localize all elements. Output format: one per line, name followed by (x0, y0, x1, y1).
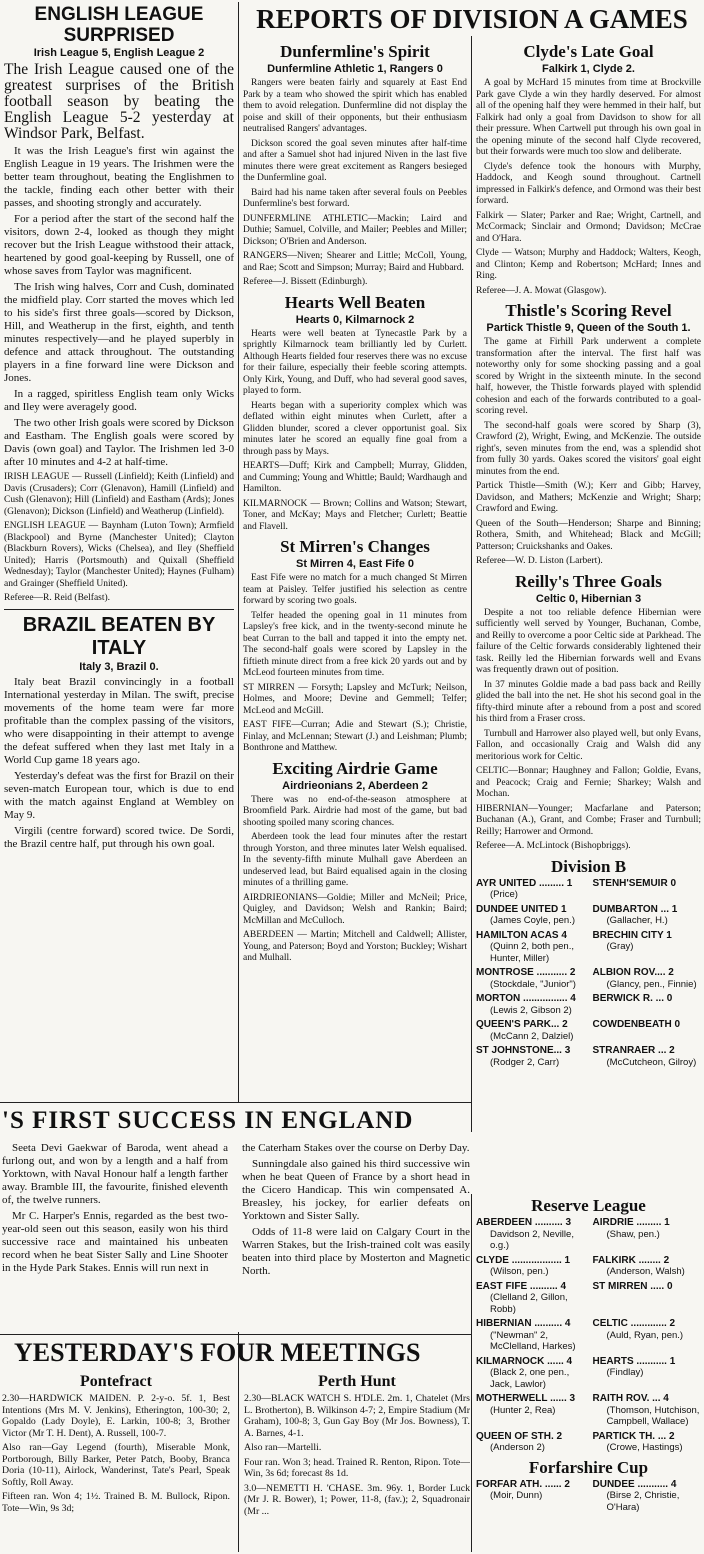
masthead-title: REPORTS OF DIVISION A GAMES (256, 4, 688, 34)
home-team: MONTROSE ........... 2 (476, 967, 576, 978)
result-row (476, 967, 701, 990)
article-paragraph: Sunningdale also gained his third successive win when he beat Queen of France by a short head in the Cicero Handicap. This win compensated A. Breasley, his jockey, for earlier defeats on Yorktown and Sister Sally. (242, 1158, 470, 1222)
reserve-league-heading: Reserve League (531, 1196, 646, 1215)
referee: Referee—W. D. Liston (Larbert). (476, 556, 603, 566)
article-paragraph: Odds of 11-8 were laid on Calgary Court in the Warren Stakes, but the Irish-trained colt was easily beaten into third place by Mosterton and Magnetic North. (242, 1226, 470, 1277)
column-middle (243, 38, 467, 1100)
team-lineup: ENGLISH LEAGUE — Baynham (Luton Town); Armfield (Blackpool) and Byrne (Manchester United); Clayton (Blackburn Rovers), Wicks (Chelsea), and Iley (Sheffield United); Harris (Portsmouth) and Quixall (Sheffield Wednesday); Taylor (Manchester United); Haynes (Fulham) and Grainger (Sheffield United). (4, 521, 234, 589)
race-result: 3.0—NEMETTI H. 'CHASE. 3m. 96y. 1, Border Luck (Mr J. R. Bower), 1; Power, 11-8, (fav.); 2, Squadronair (Mr ... (244, 1482, 470, 1517)
away-scorers: (Shaw, pen.) (606, 1228, 660, 1240)
section-rule (0, 1102, 471, 1103)
team-lineup: EAST FIFE—Curran; Adie and Stewart (S.); Christie, Finlay, and McLennan; Stewart (J.) and Leishman; Plumb; Bonthrone and Matthew. (243, 720, 467, 753)
article-paragraph: Baird had his name taken after several fouls on Peebles Dunfermline's best forward. (243, 187, 467, 209)
race-result: Fifteen ran. Won 4; 1½. Trained B. M. Bullock, Ripon. Tote—Win, 9s 3d; (2, 1491, 230, 1514)
race-result: Four ran. Won 3; head. Trained R. Renton, Ripon. Tote—Win, 3s 6d; forecast 8s 1d. (244, 1456, 470, 1479)
result-row (476, 1255, 701, 1278)
pontefract-column (2, 1372, 236, 1520)
home-team: HIBERNIAN .......... 4 (476, 1318, 571, 1329)
result-row (476, 1318, 701, 1353)
result-row (476, 1045, 701, 1068)
away-scorers: (Birse 2, Christie, O'Hara) (606, 1490, 680, 1513)
away-team: STENH'SEMUIR 0 (592, 877, 677, 889)
away-scorers: (Anderson, Walsh) (606, 1266, 685, 1277)
article-paragraph: East Fife were no match for a much changed St Mirren team at Paisley. Telfer justified his selection as centre forward by scoring two goals. (243, 573, 467, 606)
article-paragraph: Mr C. Harper's Ennis, regarded as the best two-year-old seen out this season, easily won his third successive race and maintained his unbeaten record when he beat Sister Sally and Line Shooter in the Hyde Park Stakes. Ennis will run next in (2, 1210, 228, 1274)
article-paragraph: Seeta Devi Gaekwar of Baroda, went ahead a furlong out, and won by a length and a half from Yorktown, with Naval Honour half a length farther away. Bramble III, the favourite, finished eleventh of, the twelve runners. (2, 1142, 228, 1206)
column-rule (471, 1194, 472, 1552)
home-scorers: (Black 2, one pen., Jack, Lawlor) (490, 1367, 570, 1390)
forfarshire-heading: Forfarshire Cup (528, 1457, 649, 1477)
article-paragraph: Italy beat Brazil convincingly in a football International yesterday in Milan. The swift, precise movements of the home team were far more profitable than the complex passing of the visitors, who were disappointing in their attempt to avenge the defeat suffered when they last met Italy in a World Cup game 18 years ago. (4, 675, 234, 766)
home-scorers: ("Newman" 2, McClelland, Harkes) (490, 1329, 576, 1352)
reilly-headline: Reilly's Three Goals (515, 571, 662, 591)
division-b-heading: Division B (550, 856, 627, 876)
section-rule (4, 609, 234, 610)
perth-column (236, 1372, 470, 1520)
home-team: HAMILTON ACAS 4 (476, 929, 567, 941)
team-lineup: RANGERS—Niven; Shearer and Little; McColl, Young, and Rae; Scott and Simpson; Murray; Baird and Hubbard. (243, 251, 467, 273)
referee: Referee—A. McLintock (Bishopbriggs). (476, 841, 631, 851)
team-lineup: DUNFERMLINE ATHLETIC—Mackin; Laird and Duthie; Samuel, Colville, and Mailer; Peebles and Miller; Dickson; O'Brien and Anderson. (243, 213, 467, 247)
away-scorers: (Thomson, Hutchison, Campbell, Wallace) (606, 1404, 700, 1427)
article-paragraph: The game at Firhill Park underwent a complete transformation after the interval. The first half was noteworthy only for some shocking passing and a goal scored by Wright in the sixteenth minute. In the second half, however, the Thistle forwards played with splendid cohesion and each of the forwards contributed to a goal-scoring revel. (476, 337, 701, 416)
result-row (476, 904, 701, 927)
racing-left-column (2, 1142, 234, 1281)
racing-section (2, 1106, 470, 1332)
stmirren-score: St Mirren 4, East Fife 0 (296, 558, 414, 570)
racing-headline: 'S FIRST SUCCESS IN ENGLAND (2, 1107, 414, 1134)
home-scorers: (Wilson, pen.) (490, 1266, 549, 1277)
column-rule (238, 2, 239, 1102)
meetings-section (2, 1338, 470, 1552)
perth-heading: Perth Hunt (318, 1373, 396, 1390)
home-team: DUNDEE UNITED 1 (476, 903, 567, 915)
home-scorers: (Moir, Dunn) (490, 1490, 543, 1501)
away-team: BERWICK R. ... 0 (592, 993, 673, 1004)
home-team: CLYDE .................. 1 (476, 1254, 571, 1266)
away-scorers: (Gray) (606, 941, 634, 952)
referee: Referee—J. A. Mowat (Glasgow). (476, 285, 607, 296)
dunfermline-score: Dunfermline Athletic 1, Rangers 0 (267, 63, 443, 75)
home-team: AYR UNITED ......... 1 (476, 877, 573, 889)
home-team: EAST FIFE .......... 4 (476, 1280, 567, 1292)
away-scorers: (McCutcheon, Gilroy) (606, 1056, 697, 1068)
hearts-score: Hearts 0, Kilmarnock 2 (295, 313, 415, 326)
article-paragraph: In 37 minutes Goldie made a bad pass back and Reilly glided the ball into the net. He shot his second goal in the fifty-third minute after a rebound from a post and scored his third from a Fraser cross. (476, 679, 701, 724)
reilly-score: Celtic 0, Hibernian 3 (535, 592, 642, 605)
racing-right-column (234, 1142, 470, 1281)
result-row (476, 1431, 701, 1454)
article-paragraph: Dickson scored the goal seven minutes after half-time and after a Samuel shot had injured Niven in the last five minutes there were great excitement as Rangers besieged the Dunfermline goal. (243, 138, 467, 183)
away-team: HEARTS ........... 1 (592, 1355, 676, 1367)
article-paragraph: It was the Irish League's first win against the English League in 19 years. The Irishmen were the better team throughout, beating the Englishmen to the tackle, finding each other better with their passes, and shooting strongly and accurately. (4, 145, 234, 209)
result-row (476, 1281, 701, 1316)
home-scorers: (Quinn 2, both pen., Hunter, Miller) (490, 941, 574, 964)
english-league-headline: ENGLISH LEAGUE SURPRISED (34, 4, 204, 46)
clyde-score: Falkirk 1, Clyde 2. (542, 63, 635, 75)
away-team: FALKIRK ........ 2 (592, 1254, 670, 1266)
airdrie-score: Airdrieonians 2, Aberdeen 2 (282, 779, 428, 792)
column-right-bottom (476, 1196, 701, 1552)
hearts-headline: Hearts Well Beaten (284, 292, 426, 312)
article-paragraph: There was no end-of-the-season atmosphere at Broomfield Park. Airdrie had most of the game, but bad shooting spoiled many scoring chances. (243, 794, 467, 828)
article-paragraph: Hearts began with a superiority complex which was deflated within eight minutes when Curlett, after a Glidden blunder, scored a clever opportunist goal. Six minutes later he scored an equally fine goal from a through pass by Mays. (243, 400, 467, 457)
team-lineup: HEARTS—Duff; Kirk and Campbell; Murray, Glidden, and Cumming; Young and Whittle; Bauld; Wardhaugh and Hamilton. (243, 461, 467, 494)
result-row (476, 993, 701, 1016)
article-paragraph: Aberdeen took the lead four minutes after the restart through Yorston, and three minutes later Welsh equalised. In the seventy-fifth minute Mulhall gave Aberdeen an undeserved lead, but Baird equalised again in the closing minutes of a thrilling game. (243, 832, 467, 888)
article-paragraph: In a ragged, spiritless English team only Wicks and Iley were averagely good. (4, 388, 234, 413)
home-team: ABERDEEN .......... 3 (476, 1217, 572, 1228)
meetings-body (2, 1372, 470, 1520)
team-lineup: HIBERNIAN—Younger; Macfarlane and Paterson; Buchanan (A.), Grant, and Combe; Fraser and Turnbull; Reilly; Harrower and Ormond. (476, 803, 701, 837)
team-lineup: KILMARNOCK — Brown; Collins and Watson; Stewart, Toner, and McKay; Mays and Fletcher; Curlett; Beattie and Flavell. (243, 498, 467, 532)
article-paragraph: the Caterham Stakes over the course on Derby Day. (242, 1142, 470, 1154)
team-lineup: ST MIRREN — Forsyth; Lapsley and McTurk; Neilson, Holmes, and Moore; Devine and Gemmell; Telfer; McLeod and McGill. (243, 682, 467, 716)
race-result: 2.30—HARDWICK MAIDEN. P. 2-y-o. 5f. 1, Best Intentions (Mrs M. V. Jenkins), Etherington, 100-30; 2, Gopaldo (Lady Doyle), E. Larkin, 100-8; 3, Brother Victor (Mr T. H. Dent), A. Russell, 100-7. (2, 1393, 230, 1439)
home-scorers: (Hunter 2, Rea) (490, 1404, 556, 1416)
home-scorers: (Price) (490, 889, 518, 900)
home-scorers: (Rodger 2, Carr) (490, 1056, 560, 1068)
article-paragraph: Rangers were beaten fairly and squarely at East End Park by a team who showed the spirit which has enabled them to avoid relegation. Dunfermline did not display the poise and skill of their opponents, but their enthusiasm neutralised Rangers' advantages. (243, 78, 467, 134)
away-scorers: (Findlay) (606, 1367, 644, 1378)
stmirren-headline: St Mirren's Changes (280, 537, 430, 556)
result-row (476, 1217, 701, 1252)
article-paragraph: Hearts were well beaten at Tynecastle Park by a sprightly Kilmarnock team brilliantly led by Curlett. Although Hearts fielded four reserves there was no excuse for their failure, especially their feeble scoring attempts. Only Kirk, Young, and Duff, who had several good saves, played to form. (243, 328, 467, 396)
home-team: MOTHERWELL ...... 3 (476, 1393, 576, 1404)
article-paragraph: The Irish League caused one of the greatest surprises of the British football season by beating the English League 5-2 yesterday at Windsor Park, Belfast. (4, 61, 234, 142)
away-scorers: (Crowe, Hastings) (606, 1442, 683, 1453)
team-lineup: Queen of the South—Henderson; Sharpe and Binning; Rothera, Smith, and Whitehead; Black and McGill; Patterson; Cruickshanks and Oakes. (476, 518, 701, 552)
team-lineup: Clyde — Watson; Murphy and Haddock; Walters, Keogh, and Clinton; Kemp and Robertson; McHard; Innes and Ring. (476, 248, 701, 281)
away-team: ALBION ROV.... 2 (592, 967, 674, 978)
home-team: MORTON ................ 4 (476, 993, 576, 1004)
race-result: Also ran—Martelli. (244, 1442, 322, 1453)
article-paragraph: Yesterday's defeat was the first for Brazil on their seven-match European tour, which is due to end with the match against England at Wembley on May 9. (4, 769, 234, 821)
team-lineup: ABERDEEN — Martin; Mitchell and Caldwell; Allister, Young, and Paterson; Boyd and Yorston; Buckley; Wishart and Mulhall. (243, 930, 467, 963)
result-row (476, 1393, 701, 1428)
team-lineup: CELTIC—Bonnar; Haughney and Fallon; Goldie, Evans, and Peacock; Craig and Fernie; Sharkey; Walsh and Mochan. (476, 766, 701, 799)
away-team: ST MIRREN ..... 0 (592, 1280, 673, 1292)
division-b-results (476, 878, 701, 1069)
team-lineup: Partick Thistle—Smith (W.); Kerr and Gibb; Harvey, Davidson, and Mathers; McKenzie and Wright; Sharp; Crawford and Ewing. (476, 481, 701, 514)
referee: Referee—J. Bissett (Edinburgh). (243, 277, 368, 287)
article-paragraph: A goal by McHard 15 minutes from time at Brockville Park gave Clyde a win they hardly deserved. For almost all of the opening half they were hemmed in their half, but Falkirk had only a goal from Davidson to show for all their pressure. When Cartwell put through his own goal in the opening minute of the second half Clyde recovered, but their forwards were much too slow and deliberate. (476, 78, 701, 157)
away-team: STRANRAER ... 2 (592, 1045, 675, 1056)
brazil-score: Italy 3, Brazil 0. (79, 660, 159, 673)
article-paragraph: Despite a not too reliable defence Hibernian were sufficiently well served by Younger, Buchanan, Combe, and Reilly to overcome a poor Celtic side at Parkhead. The failure of the Celtic forwards considerably lightened their task. Reilly led the Hibernian forwards well and Evans was frequently drawn out of position. (476, 607, 701, 675)
away-team: AIRDRIE ......... 1 (592, 1217, 670, 1228)
meetings-headline: YESTERDAY'S FOUR MEETINGS (14, 1338, 421, 1367)
article-paragraph: Clyde's defence took the honours with Murphy, Haddock, and Keogh sound throughout. Cartnell impressed in Falkirk's defence, and Ormond was their best forward. (476, 161, 701, 206)
away-team: BRECHIN CITY 1 (592, 929, 672, 941)
racing-body (2, 1142, 470, 1281)
article-paragraph: For a period after the start of the second half the visitors, down 2-4, looked as though they might recover but the Irish League withstood their attack, heartened by good goal-keeping by Russell, one of whose saves from Taylor was magnificent. (4, 213, 234, 277)
race-result: 2.30—BLACK WATCH S. H'DLE. 2m. 1, Chatelet (Mrs L. Brotherton), B. Wilkinson 4-7; 2, Empire Stadium (Mr Graham), 100-8; 3, Gun Gay Boy (Mr Jos. Bowness), T. A. Barnes, 4-1. (244, 1393, 470, 1439)
result-row (476, 1019, 701, 1042)
column-right (476, 38, 701, 1194)
article-paragraph: The second-half goals were scored by Sharp (3), Crawford (2), Wright, Ewing, and McKenzie. The outside right's, seven minutes from the end, was a splendid shot from fully 30 yards. Oakes scored the visitors' goal eight minutes from the end. (476, 420, 701, 477)
home-team: QUEEN'S PARK... 2 (476, 1019, 568, 1030)
away-scorers: (Gallacher, H.) (606, 915, 668, 926)
race-result: Also ran—Gay Legend (fourth), Miserable Monk, Portborough, Billy Barker, Peter Patch, Booby, Branca Doria (10-11), Airlock, Wanderinst, Tate's Pearl, Speak Softly, Roll Away. (2, 1442, 230, 1488)
team-lineup: Falkirk — Slater; Parker and Rae; Wright, Cartnell, and McCormack; Sinclair and Ormond; Davidson; McCrae and O'Hara. (476, 210, 701, 244)
airdrie-headline: Exciting Airdrie Game (272, 758, 438, 778)
article-paragraph: Turnbull and Harrower also played well, but only Evans, Fallon, and occasionally Craig and Walsh did any meritorious work for Celtic. (476, 728, 701, 762)
masthead (242, 2, 702, 36)
away-team: DUMBARTON ... 1 (592, 903, 678, 915)
partick-headline: Thistle's Scoring Revel (505, 301, 672, 320)
clyde-headline: Clyde's Late Goal (523, 42, 654, 61)
home-scorers: (Stockdale, "Junior") (490, 978, 576, 990)
home-scorers: (Lewis 2, Gibson 2) (490, 1004, 572, 1016)
home-team: KILMARNOCK ...... 4 (476, 1355, 573, 1367)
article-paragraph: The Irish wing halves, Corr and Cush, dominated the midfield play. Corr started the moves which led to his side's first three goals—scored by Dickson, Hill, and Weatherup in the first, eighth, and tenth minutes respectively—and he played superbly in defence and attack throughout. The outstanding players in a fine forward line were Dickson and Jones. (4, 281, 234, 384)
partick-score: Partick Thistle 9, Queen of the South 1. (486, 322, 691, 334)
home-scorers: (James Coyle, pen.) (490, 915, 576, 926)
home-team: ST JOHNSTONE... 3 (476, 1045, 571, 1056)
section-rule (0, 1334, 471, 1335)
column-left (4, 4, 234, 1100)
home-team: FORFAR ATH. ...... 2 (476, 1478, 570, 1490)
away-team: PARTICK TH. ... 2 (592, 1430, 675, 1442)
pontefract-heading: Pontefract (80, 1373, 152, 1390)
referee: Referee—R. Reid (Belfast). (4, 593, 111, 603)
team-lineup: AIRDRIEONIANS—Goldie; Miller and McNeil; Price, Quigley, and Davidson; Welsh and Rankin; Baird; McMillan and McCulloch. (243, 892, 467, 926)
column-rule (471, 36, 472, 1132)
english-league-score: Irish League 5, English League 2 (33, 47, 205, 59)
article-paragraph: Virgili (centre forward) scored twice. De Sordi, the Brazil centre half, put through his own goal. (4, 824, 234, 850)
away-scorers: (Glancy, pen., Finnie) (606, 978, 697, 990)
away-team: CELTIC ............. 2 (592, 1318, 676, 1329)
reserve-results (476, 1217, 701, 1454)
home-scorers: (McCann 2, Dalziel) (490, 1030, 574, 1042)
result-row (476, 878, 701, 901)
team-lineup: IRISH LEAGUE — Russell (Linfield); Keith (Linfield) and Davis (Crusaders); Corr (Glenavon), Hamill (Linfield) and Cush (Glenavon); Hill (Linfield) and Eastham (Ards); Jones (Glenavon); Dickson (Linfield) and Weatherup (Linfield). (4, 472, 234, 517)
result-row (476, 1479, 701, 1514)
brazil-headline: BRAZIL BEATEN BY ITALY (22, 613, 216, 659)
home-scorers: (Anderson 2) (490, 1442, 545, 1453)
home-scorers: Davidson 2, Neville, o.g.) (490, 1228, 574, 1251)
home-scorers: (Clelland 2, Gillon, Robb) (490, 1292, 568, 1315)
away-scorers: (Auld, Ryan, pen.) (606, 1329, 684, 1341)
article-paragraph: Telfer headed the opening goal in 11 minutes from Lapsley's free kick, and in the twenty-second minute he beat Curran to the ball and tapped it into the empty net. The second-half goals were scored by Lapsley in the fiftieth minute direct from a free kick 20 yards out and by McLeod fourteen minutes from time. (243, 610, 467, 678)
result-row (476, 1356, 701, 1391)
away-team: DUNDEE ........... 4 (592, 1478, 677, 1490)
article-paragraph: The two other Irish goals were scored by Dickson and Eastham. The English goals were scored by Davis (own goal) and Taylor. The Irishmen led 3-0 after 10 minutes and 4-2 at half-time. (4, 417, 234, 468)
result-row (476, 930, 701, 965)
away-team: COWDENBEATH 0 (592, 1019, 681, 1030)
away-team: RAITH ROV. ... 4 (592, 1393, 669, 1404)
home-team: QUEEN OF STH. 2 (476, 1430, 563, 1442)
dunfermline-headline: Dunfermline's Spirit (280, 42, 430, 61)
